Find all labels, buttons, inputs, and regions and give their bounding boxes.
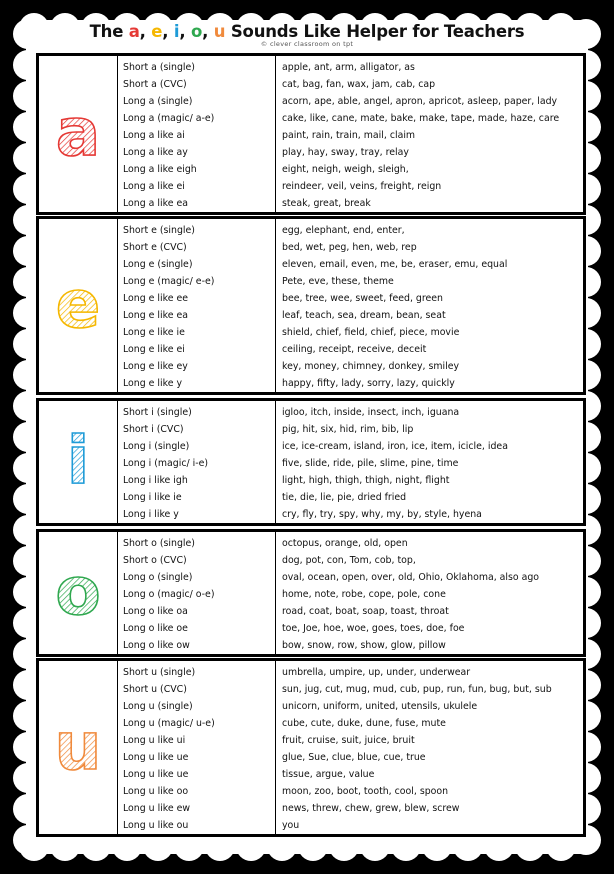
example-words: home, note, robe, cope, pole, cone bbox=[282, 589, 446, 600]
sound-column bbox=[119, 219, 276, 392]
example-words: play, hay, sway, tray, relay bbox=[282, 147, 409, 158]
example-words: unicorn, uniform, united, utensils, ukulele bbox=[282, 701, 478, 712]
sound-label: Long e like ei bbox=[123, 344, 185, 355]
title-separator: , bbox=[139, 22, 152, 41]
example-words: acorn, ape, able, angel, apron, apricot, asleep, paper, lady bbox=[282, 96, 558, 107]
title-separator: , bbox=[202, 22, 214, 41]
sound-label: Long o (magic/ o-e) bbox=[123, 589, 215, 600]
sound-label: Long a (magic/ a-e) bbox=[123, 113, 215, 124]
sound-label: Long a (single) bbox=[123, 96, 193, 107]
example-words: egg, elephant, end, enter, bbox=[282, 225, 405, 236]
sound-label: Long o like oa bbox=[123, 606, 188, 617]
sound-column bbox=[119, 401, 276, 523]
sound-label: Short e (CVC) bbox=[123, 242, 187, 253]
example-words: umbrella, umpire, up, under, underwear bbox=[282, 667, 471, 678]
example-words: pig, hit, six, hid, rim, bib, lip bbox=[282, 424, 414, 435]
example-words: leaf, teach, sea, dream, bean, seat bbox=[282, 310, 446, 321]
vowel-section-o bbox=[36, 529, 586, 657]
example-words: key, money, chimney, donkey, smiley bbox=[282, 361, 460, 372]
sound-label: Long o like ow bbox=[123, 640, 190, 651]
title-separator: , bbox=[179, 22, 192, 41]
sound-label: Long a like eigh bbox=[123, 164, 197, 175]
sound-label: Short e (single) bbox=[123, 225, 195, 236]
vowel-section-i bbox=[36, 398, 586, 526]
example-words: cat, bag, fan, wax, jam, cab, cap bbox=[282, 79, 436, 90]
sound-label: Long e (magic/ e-e) bbox=[123, 276, 215, 287]
letter-glyph: u bbox=[54, 707, 102, 785]
sound-label: Long a like ei bbox=[123, 181, 185, 192]
vowel-section-u bbox=[36, 658, 586, 837]
sound-label: Long e like ea bbox=[123, 310, 188, 321]
letter-illustration-i bbox=[39, 401, 118, 523]
sound-label: Long u like ew bbox=[123, 803, 191, 814]
example-words: bee, tree, wee, sweet, feed, green bbox=[282, 293, 443, 304]
sound-label: Short i (CVC) bbox=[123, 424, 184, 435]
letter-glyph: i bbox=[66, 422, 90, 499]
sound-label: Long a like ai bbox=[123, 130, 185, 141]
example-words: bed, wet, peg, hen, web, rep bbox=[282, 242, 417, 253]
example-words: happy, fifty, lady, sorry, lazy, quickly bbox=[282, 378, 455, 389]
sound-label: Short a (CVC) bbox=[123, 79, 187, 90]
title-vowel-a: a bbox=[128, 22, 140, 41]
sound-label: Long e like ie bbox=[123, 327, 185, 338]
letter-glyph: e bbox=[55, 265, 101, 343]
page-title bbox=[26, 22, 588, 41]
example-words-column bbox=[279, 661, 583, 834]
sound-column bbox=[119, 56, 276, 212]
example-words: oval, ocean, open, over, old, Ohio, Oklahoma, also ago bbox=[282, 572, 540, 583]
sound-label: Long u like ue bbox=[123, 752, 189, 763]
sound-column bbox=[119, 532, 276, 654]
example-words: tissue, argue, value bbox=[282, 769, 375, 780]
title-separator: , bbox=[162, 22, 174, 41]
vowel-section-e bbox=[36, 216, 586, 395]
sound-label: Long u (magic/ u-e) bbox=[123, 718, 215, 729]
sound-label: Long i (single) bbox=[123, 441, 190, 452]
example-words: glue, Sue, clue, blue, cue, true bbox=[282, 752, 426, 763]
example-words-column bbox=[279, 219, 583, 392]
example-words: five, slide, ride, pile, slime, pine, time bbox=[282, 458, 459, 469]
example-words: eight, neigh, weigh, sleigh, bbox=[282, 164, 409, 175]
example-words-column bbox=[279, 56, 583, 212]
sound-label: Short o (single) bbox=[123, 538, 195, 549]
letter-glyph: o bbox=[55, 553, 101, 630]
example-words: fruit, cruise, suit, juice, bruit bbox=[282, 735, 415, 746]
example-words: ceiling, receipt, receive, deceit bbox=[282, 344, 427, 355]
sound-label: Long u like ou bbox=[123, 820, 189, 831]
sound-label: Short u (single) bbox=[123, 667, 196, 678]
example-words: eleven, email, even, me, be, eraser, emu, equal bbox=[282, 259, 508, 270]
sound-label: Long i like y bbox=[123, 509, 179, 520]
example-words: igloo, itch, inside, insect, inch, iguana bbox=[282, 407, 460, 418]
example-words: Pete, eve, these, theme bbox=[282, 276, 394, 287]
sound-label: Long o like oe bbox=[123, 623, 188, 634]
example-words: octopus, orange, old, open bbox=[282, 538, 408, 549]
example-words: you bbox=[282, 820, 300, 831]
sound-label: Long u like ui bbox=[123, 735, 186, 746]
sound-label: Short a (single) bbox=[123, 62, 195, 73]
example-words: cake, like, cane, mate, bake, make, tape, made, haze, care bbox=[282, 113, 560, 124]
letter-illustration-o bbox=[39, 532, 118, 654]
sound-label: Long o (single) bbox=[123, 572, 193, 583]
sound-label: Long u (single) bbox=[123, 701, 193, 712]
example-words: light, high, thigh, thigh, night, flight bbox=[282, 475, 450, 486]
example-words: moon, zoo, boot, tooth, cool, spoon bbox=[282, 786, 449, 797]
title-prefix: The bbox=[89, 22, 129, 41]
sound-column bbox=[119, 661, 276, 834]
sound-label: Long i like igh bbox=[123, 475, 188, 486]
letter-illustration-e bbox=[39, 219, 118, 392]
example-words-column bbox=[279, 401, 583, 523]
example-words: paint, rain, train, mail, claim bbox=[282, 130, 416, 141]
sound-label: Short u (CVC) bbox=[123, 684, 187, 695]
sound-label: Long i like ie bbox=[123, 492, 182, 503]
example-words: sun, jug, cut, mug, mud, cub, pup, run, fun, bug, but, sub bbox=[282, 684, 552, 695]
vowel-section-a bbox=[36, 53, 586, 215]
example-words: steak, great, break bbox=[282, 198, 371, 209]
copyright-credit: © clever classroom on tpt bbox=[260, 40, 354, 48]
example-words: road, coat, boat, soap, toast, throat bbox=[282, 606, 449, 617]
letter-glyph: a bbox=[55, 94, 101, 171]
sound-label: Long e like ey bbox=[123, 361, 188, 372]
example-words: apple, ant, arm, alligator, as bbox=[282, 62, 415, 73]
example-words: shield, chief, field, chief, piece, movie bbox=[282, 327, 460, 338]
letter-illustration-a bbox=[39, 56, 118, 212]
sound-label: Short o (CVC) bbox=[123, 555, 187, 566]
example-words: cube, cute, duke, dune, fuse, mute bbox=[282, 718, 446, 729]
sound-label: Long u like oo bbox=[123, 786, 189, 797]
letter-illustration-u bbox=[39, 661, 118, 834]
example-words: bow, snow, row, show, glow, pillow bbox=[282, 640, 446, 651]
example-words: toe, Joe, hoe, woe, goes, toes, doe, foe bbox=[282, 623, 465, 634]
example-words: dog, pot, con, Tom, cob, top, bbox=[282, 555, 416, 566]
title-vowel-o: o bbox=[191, 22, 203, 41]
sound-label: Long e like ee bbox=[123, 293, 189, 304]
sound-label: Long a like ay bbox=[123, 147, 188, 158]
example-words: tie, die, lie, pie, dried fried bbox=[282, 492, 407, 503]
title-vowel-e: e bbox=[151, 22, 163, 41]
example-words: reindeer, veil, veins, freight, reign bbox=[282, 181, 442, 192]
sound-label: Long u like ue bbox=[123, 769, 189, 780]
example-words: ice, ice-cream, island, iron, ice, item, icicle, idea bbox=[282, 441, 508, 452]
title-suffix: Sounds Like Helper for Teachers bbox=[225, 22, 525, 41]
sound-label: Short i (single) bbox=[123, 407, 192, 418]
sound-label: Long i (magic/ i-e) bbox=[123, 458, 209, 469]
example-words-column bbox=[279, 532, 583, 654]
example-words: cry, fly, try, spy, why, my, by, style, hyena bbox=[282, 509, 482, 520]
sound-label: Long e like y bbox=[123, 378, 183, 389]
example-words: news, threw, chew, grew, blew, screw bbox=[282, 803, 460, 814]
sound-label: Long a like ea bbox=[123, 198, 188, 209]
title-vowel-i: i bbox=[173, 22, 180, 41]
sound-label: Long e (single) bbox=[123, 259, 193, 270]
title-vowel-u: u bbox=[213, 22, 226, 41]
